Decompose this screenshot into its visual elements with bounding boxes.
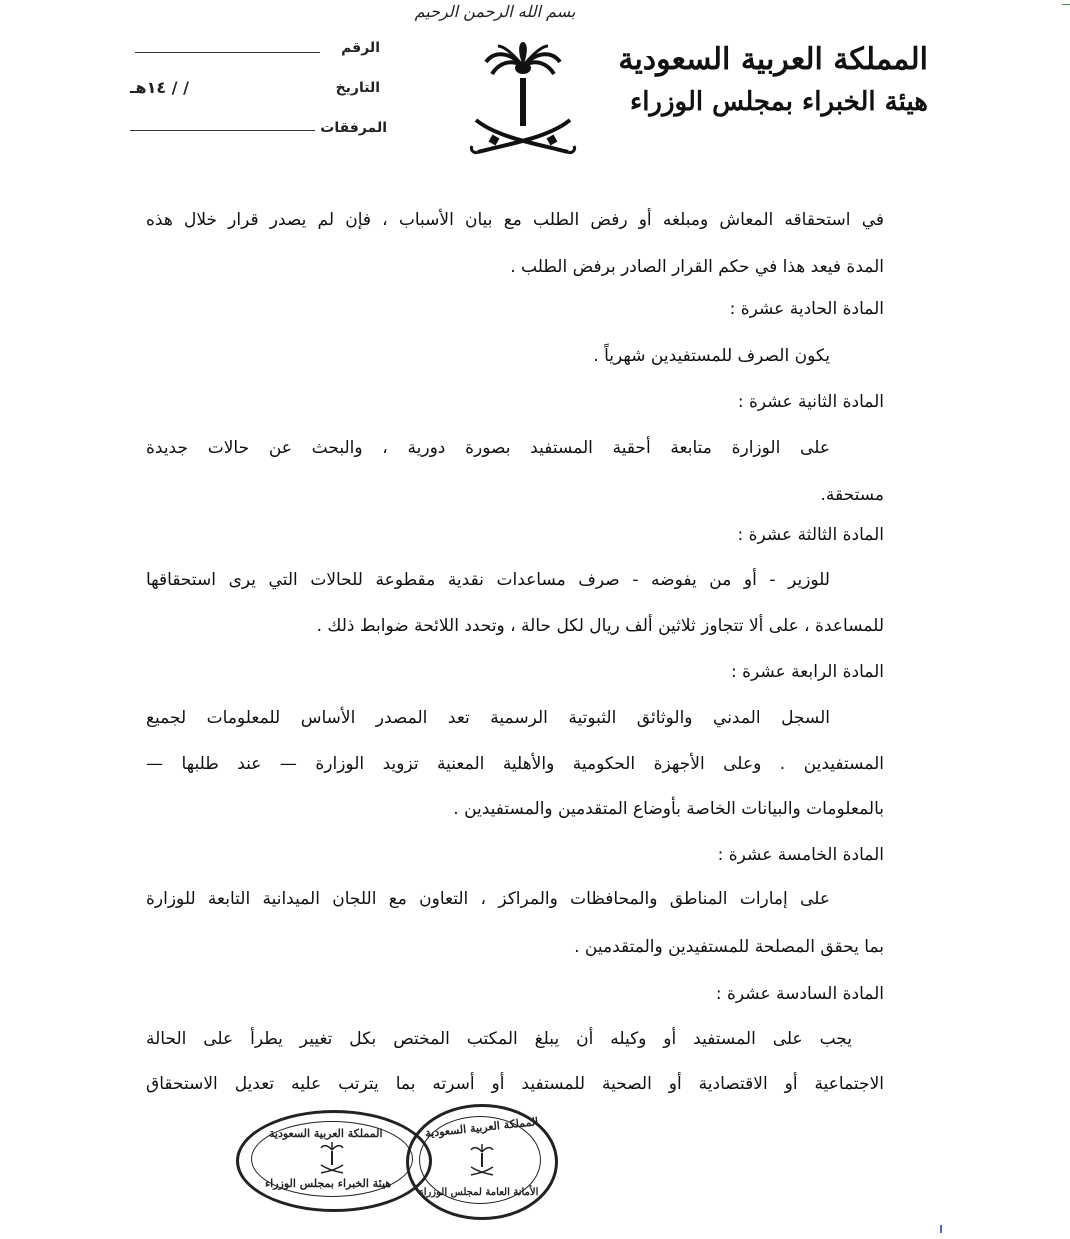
article-11-heading: المادة الحادية عشرة : xyxy=(729,299,884,319)
article-14-text-3: بالمعلومات والبيانات الخاصة بأوضاع المتقدمين والمستفيدين . xyxy=(453,799,884,819)
palm-swords-emblem xyxy=(468,40,578,160)
stamp-general-secretariat xyxy=(406,1104,558,1220)
article-14-heading: المادة الرابعة عشرة : xyxy=(731,662,884,682)
article-13-heading: المادة الثالثة عشرة : xyxy=(737,525,884,545)
body-line-1: في استحقاقه المعاش ومبلغه أو رفض الطلب مع بيان الأسباب ، فإن لم يصدر قرار خلال هذه xyxy=(146,210,884,230)
article-14-text-1: السجل المدني والوثائق الثبوتية الرسمية تعد المصدر الأساس للمعلومات لجميع xyxy=(146,708,830,728)
body-line-2: المدة فيعد هذا في حكم القرار الصادر برفض الطلب . xyxy=(510,257,884,277)
number-line xyxy=(135,52,320,53)
article-13-text-2: للمساعدة ، على ألا تتجاوز ثلاثين ألف ريال لكل حالة ، وتحدد اللائحة ضوابط ذلك . xyxy=(316,616,884,636)
page-edge-mark xyxy=(940,1225,942,1233)
authority-name: هيئة الخبراء بمجلس الوزراء xyxy=(629,87,928,117)
article-12-text-2: مستحقة. xyxy=(820,485,884,505)
stamp-right-top-text: المملكة العربية السعودية xyxy=(424,1115,539,1140)
article-12-text-1: على الوزارة متابعة أحقية المستفيد بصورة دورية ، والبحث عن حالات جديدة xyxy=(146,438,830,458)
article-16-heading: المادة السادسة عشرة : xyxy=(715,984,884,1004)
article-16-text-2: الاجتماعية أو الاقتصادية أو الصحية للمستفيد أو أسرته بما يترتب عليه تعديل الاستحقاق xyxy=(146,1074,884,1094)
number-label: الرقم xyxy=(341,40,380,56)
article-15-text-1: على إمارات المناطق والمحافظات والمراكز ، التعاون مع اللجان الميدانية التابعة للوزارة xyxy=(146,889,830,909)
stamp-experts-commission xyxy=(236,1110,432,1212)
basmala: بسم الله الرحمن الرحيم xyxy=(414,2,576,21)
stamp-left-emblem-icon xyxy=(319,1141,345,1175)
attachments-line xyxy=(130,130,315,131)
date-placeholder: / / ١٤هـ xyxy=(130,78,189,97)
kingdom-name: المملكة العربية السعودية xyxy=(618,42,928,77)
stamp-right-bottom-text: الأمانة العامة لمجلس الوزراء xyxy=(419,1187,539,1198)
letterhead xyxy=(618,40,928,120)
stamp-left-top-text: المملكة العربية السعودية xyxy=(269,1127,383,1140)
corner-scan-mark xyxy=(1062,0,1070,5)
article-15-text-2: بما يحقق المصلحة للمستفيدين والمتقدمين . xyxy=(574,937,884,957)
article-11-text: يكون الصرف للمستفيدين شهرياً . xyxy=(593,346,830,366)
article-12-heading: المادة الثانية عشرة : xyxy=(737,392,884,412)
article-13-text-1: للوزير - أو من يفوضه - صرف مساعدات نقدية مقطوعة للحالات التي يرى استحقاقها xyxy=(146,570,830,590)
stamp-left-bottom-text: هيئة الخبراء بمجلس الوزراء xyxy=(265,1177,392,1190)
stamp-right-emblem-icon xyxy=(469,1143,495,1177)
article-15-heading: المادة الخامسة عشرة : xyxy=(717,845,884,865)
article-14-text-2: المستفيدين . وعلى الأجهزة الحكومية والأهلية المعنية تزويد الوزارة — عند طلبها — xyxy=(146,754,884,774)
date-label: التاريخ xyxy=(335,80,380,96)
article-16-text-1: يجب على المستفيد أو وكيله أن يبلغ المكتب المختص بكل تغيير يطرأ على الحالة xyxy=(146,1029,852,1049)
attachments-label: المرفقات xyxy=(320,120,387,136)
